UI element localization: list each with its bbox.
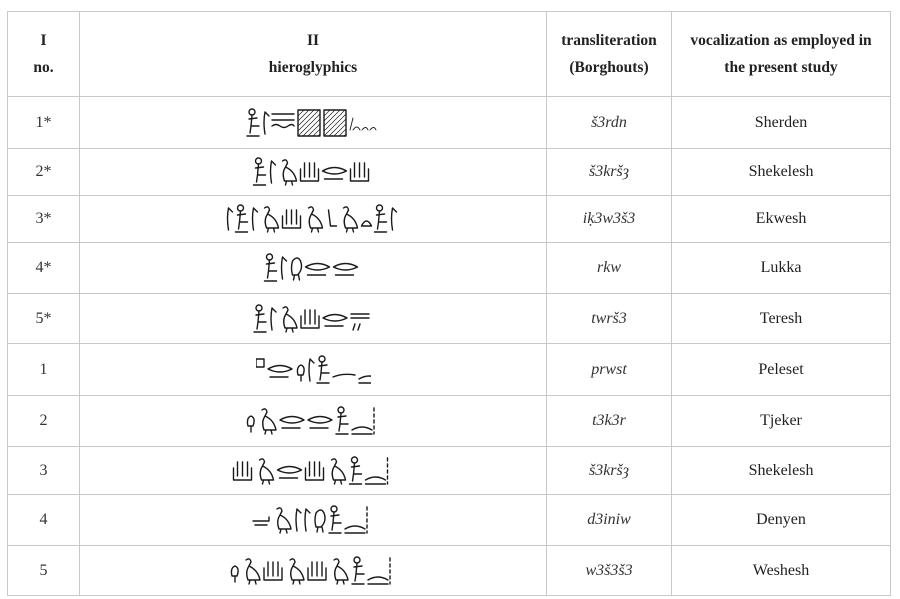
row-vocalization: Ekwesh (672, 196, 891, 243)
header-transliteration-line1: transliteration (561, 32, 657, 49)
row-number: 1* (8, 97, 80, 149)
hieroglyph-group-icon (208, 202, 418, 236)
table-row (8, 344, 891, 396)
row-hieroglyphics (80, 243, 547, 294)
row-transliteration: prwst (547, 344, 672, 396)
row-hieroglyphics (80, 97, 547, 149)
rope-icon (231, 566, 238, 582)
seated-man-icon (254, 158, 266, 185)
header-no-line1: I (40, 32, 47, 49)
header-vocalization (672, 12, 891, 97)
vulture-icon (277, 508, 291, 533)
row-hieroglyphics (80, 149, 547, 196)
reed-icon (392, 208, 397, 230)
hatched-lacuna-icon (298, 110, 320, 136)
pool-reeds-icon (301, 310, 319, 328)
header-no (8, 12, 80, 97)
water-lines-icon (272, 114, 294, 128)
header-hieroglyphics-line1: II (306, 32, 320, 49)
seated-man-icon (375, 205, 387, 232)
hieroglyph-group-icon (258, 251, 368, 285)
pool-reeds-icon (264, 562, 282, 580)
mouth-icon (308, 417, 332, 429)
pool-reeds-icon (305, 462, 323, 480)
table-row (8, 97, 891, 149)
row-hieroglyphics (80, 344, 547, 396)
row-hieroglyphics (80, 294, 547, 344)
vulture-icon (334, 558, 348, 583)
tethering-rope-icon (247, 416, 254, 432)
row-vocalization: Shekelesh (672, 447, 891, 495)
row-vocalization: Denyen (672, 495, 891, 546)
row-number: 4* (8, 243, 80, 294)
basket-icon (280, 417, 304, 429)
row-transliteration: rkw (547, 243, 672, 294)
row-transliteration: š3kršȝ (547, 447, 672, 495)
rope-icon (297, 365, 304, 381)
hieroglyph-group-icon (251, 302, 376, 336)
stroke-icon (309, 359, 314, 381)
table-row (8, 196, 891, 243)
mountain-icon (352, 408, 374, 434)
reed-icon (282, 257, 287, 279)
vulture-icon (290, 558, 304, 583)
row-number: 3 (8, 447, 80, 495)
row-hieroglyphics (80, 495, 547, 546)
row-number: 5 (8, 546, 80, 596)
vulture-icon (283, 160, 297, 185)
row-hieroglyphics (80, 546, 547, 596)
reed-icon (264, 112, 269, 134)
strokes-icon (351, 314, 369, 330)
hand-icon (253, 517, 269, 525)
reeds-icon (296, 509, 301, 531)
row-number: 3* (8, 196, 80, 243)
leg-icon (329, 210, 337, 226)
pool-reeds-icon (308, 562, 326, 580)
mountain-icon (359, 357, 371, 383)
row-number: 1 (8, 344, 80, 396)
hieroglyph-group-icon (218, 554, 408, 588)
row-hieroglyphics (80, 396, 547, 447)
vulture-icon (259, 458, 273, 483)
row-transliteration: twrš3 (547, 294, 672, 344)
row-transliteration: w3š3š3 (547, 546, 672, 596)
seated-man-icon (352, 557, 364, 584)
vulture-icon (262, 409, 276, 434)
row-number: 4 (8, 495, 80, 546)
pool-reeds-icon (233, 462, 251, 480)
seated-man-icon (247, 109, 259, 136)
row-hieroglyphics (80, 447, 547, 495)
mountain-icon (365, 458, 387, 484)
row-number: 2 (8, 396, 80, 447)
header-vocalization-line2: the present study (724, 59, 838, 76)
header-vocalization-line1: vocalization as employed in (690, 32, 872, 49)
sea-peoples-table (7, 11, 891, 596)
row-transliteration: d3iniw (547, 495, 672, 546)
seated-man-icon (317, 356, 329, 383)
quail-chick-icon (315, 510, 325, 532)
seated-man-icon (349, 457, 361, 484)
row-vocalization: Tjeker (672, 396, 891, 447)
seated-man-icon (336, 407, 348, 434)
row-vocalization: Peleset (672, 344, 891, 396)
hatched-lacuna-icon (324, 110, 346, 136)
vulture-icon (344, 207, 358, 232)
throw-stick-icon (333, 374, 355, 377)
table-row (8, 149, 891, 196)
basket-icon (277, 466, 301, 478)
header-no-line2: no. (33, 59, 54, 76)
row-hieroglyphics (80, 196, 547, 243)
table-row (8, 546, 891, 596)
pool-reeds-icon (301, 163, 319, 181)
pool-reeds-icon (351, 163, 369, 181)
header-transliteration-line2: (Borghouts) (569, 59, 649, 76)
table-row (8, 294, 891, 344)
table-row (8, 396, 891, 447)
vulture-icon (283, 306, 297, 331)
header-row (8, 12, 891, 97)
row-vocalization: Lukka (672, 243, 891, 294)
vulture-icon (331, 458, 345, 483)
seated-man-icon (254, 305, 266, 332)
row-vocalization: Shekelesh (672, 149, 891, 196)
vulture-icon (265, 207, 279, 232)
mouth-icon (323, 168, 347, 180)
reed-icon (228, 208, 233, 230)
pool-reeds-icon (283, 210, 301, 228)
mouth-icon (306, 264, 330, 276)
vulture-icon (246, 558, 260, 583)
header-hieroglyphics (80, 12, 547, 97)
basket-icon (334, 264, 358, 276)
mountain-icon (368, 558, 390, 584)
table-row (8, 447, 891, 495)
mouth-icon (268, 365, 292, 377)
house-icon (256, 359, 264, 367)
hieroglyph-group-icon (228, 155, 398, 189)
table-row (8, 243, 891, 294)
row-vocalization: Weshesh (672, 546, 891, 596)
row-transliteration: iḳ3w3š3 (547, 196, 672, 243)
loss-icon (350, 118, 376, 130)
vulture-icon (309, 207, 323, 232)
row-transliteration: š3kršȝ (547, 149, 672, 196)
seated-man-icon (329, 506, 341, 533)
row-number: 5* (8, 294, 80, 344)
mouth-icon (323, 314, 347, 326)
reed-icon (271, 161, 276, 183)
row-transliteration: š3rdn (547, 97, 672, 149)
reed-icon (253, 208, 258, 230)
hieroglyph-group-icon (216, 106, 411, 140)
row-vocalization: Teresh (672, 294, 891, 344)
hieroglyph-group-icon (238, 404, 388, 438)
row-vocalization: Sherden (672, 97, 891, 149)
quail-chick-icon (292, 258, 302, 280)
hieroglyph-group-icon (206, 454, 421, 488)
reeds-icon (305, 509, 310, 531)
row-number: 2* (8, 149, 80, 196)
hieroglyph-group-icon (256, 353, 371, 387)
header-transliteration (547, 12, 672, 97)
row-transliteration: t3k3r (547, 396, 672, 447)
hieroglyph-group-icon (238, 503, 388, 537)
table-row (8, 495, 891, 546)
mountain-icon (345, 507, 367, 533)
loaf-icon (362, 221, 372, 226)
header-hieroglyphics-line2: hieroglyphics (268, 59, 358, 76)
reed-icon (271, 308, 276, 330)
seated-man-icon (265, 254, 277, 281)
seated-man-icon (236, 205, 248, 232)
